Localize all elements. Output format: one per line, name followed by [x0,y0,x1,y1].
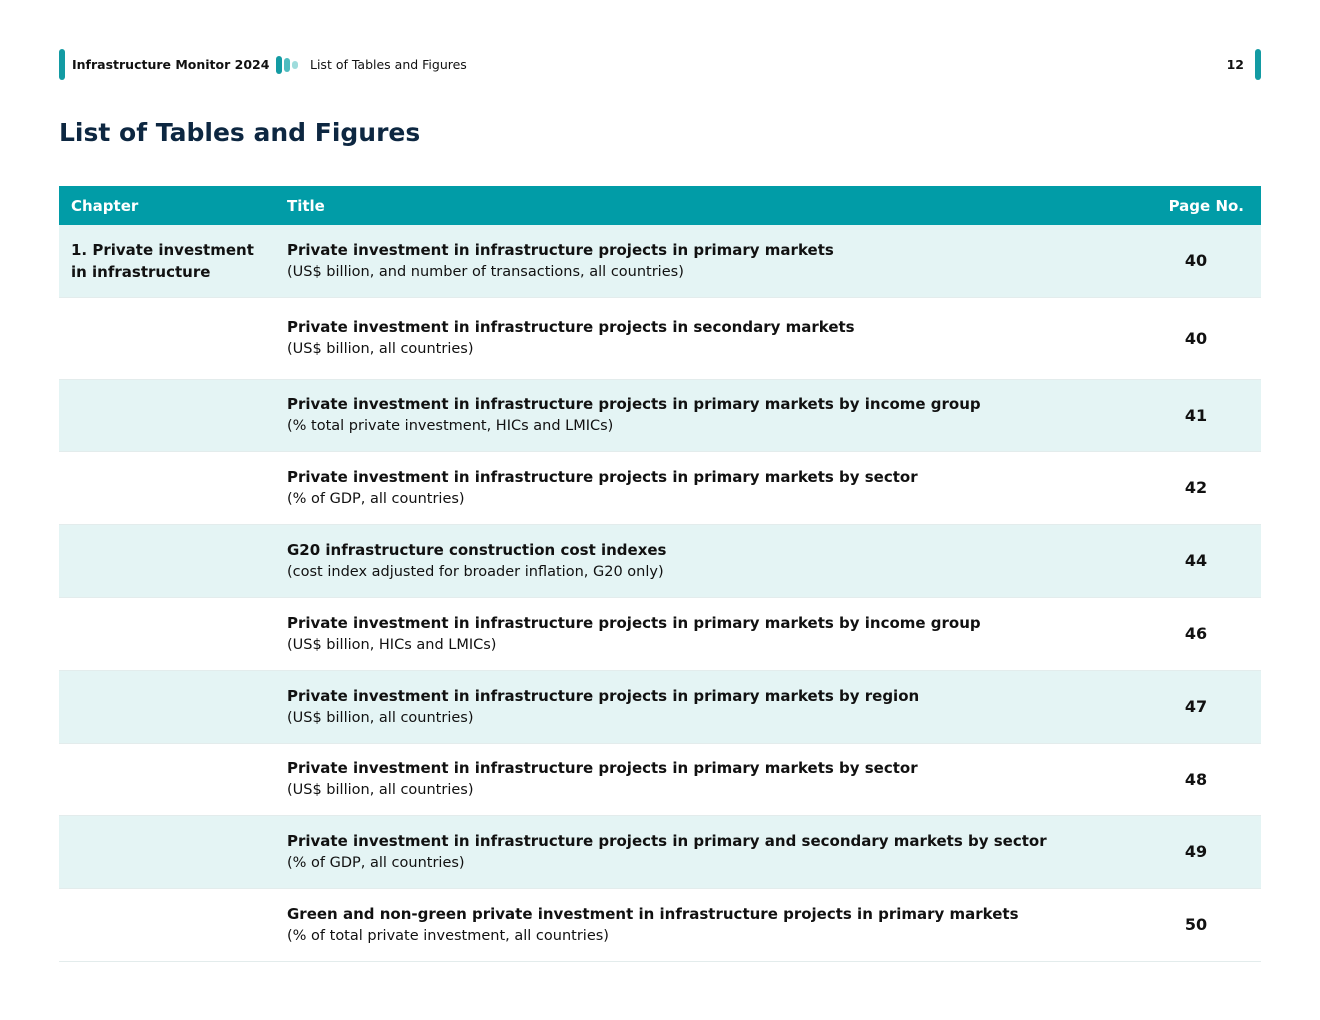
section-label: List of Tables and Figures [310,57,467,72]
page-number-cell: 50 [1131,888,1261,961]
chapter-cell [59,451,275,524]
table-row [59,225,1261,297]
figure-subtitle: (US$ billion, all countries) [287,341,474,357]
column-header-chapter: Chapter [59,186,275,225]
page-title: List of Tables and Figures [59,118,421,147]
page-number-cell: 40 [1131,297,1261,379]
table-row [59,379,1261,451]
figure-title: Private investment in infrastructure projects in primary markets by income group [287,613,981,632]
table-row [59,297,1261,379]
page-number-cell: 48 [1131,743,1261,815]
title-cell [275,225,1131,297]
table-row [59,743,1261,815]
chapter-cell [59,597,275,670]
chapter-cell [59,743,275,815]
chapter-cell: 1. Private investment in infrastructure [59,225,275,297]
figure-subtitle: (% total private investment, HICs and LMICs) [287,418,614,434]
page-number-cell: 41 [1131,379,1261,451]
title-cell [275,743,1131,815]
figure-title: Private investment in infrastructure projects in primary markets [287,240,834,259]
table-row [59,815,1261,888]
page-header [59,49,1261,81]
section-marker-icon [276,55,302,75]
chapter-cell [59,815,275,888]
chapter-cell [59,297,275,379]
figure-subtitle: (cost index adjusted for broader inflation, G20 only) [287,563,664,580]
page-number-cell: 47 [1131,670,1261,743]
page-number-cell: 44 [1131,524,1261,597]
title-cell [275,670,1131,743]
left-accent-bar [59,49,65,80]
page-number-cell: 40 [1131,225,1261,297]
figure-subtitle: (% of GDP, all countries) [287,854,465,871]
title-cell [275,597,1131,670]
figure-subtitle: (US$ billion, all countries) [287,709,474,726]
chapter-cell [59,888,275,961]
chapter-cell [59,379,275,451]
page-number-cell: 49 [1131,815,1261,888]
figure-subtitle: (% of total private investment, all countries) [287,927,609,944]
page-number-cell: 42 [1131,451,1261,524]
title-cell [275,451,1131,524]
chapter-cell [59,524,275,597]
report-title: Infrastructure Monitor 2024 [72,57,270,72]
table-row [59,888,1261,961]
figure-title: Private investment in infrastructure projects in primary markets by income group [287,395,981,413]
chapter-cell [59,670,275,743]
figure-title: Private investment in infrastructure projects in primary markets by sector [287,759,918,777]
title-cell [275,379,1131,451]
figure-subtitle: (US$ billion, HICs and LMICs) [287,636,497,653]
column-header-title: Title [275,186,1131,225]
tables-figures-table [59,186,1261,962]
right-accent-bar [1255,49,1261,80]
figure-title: Private investment in infrastructure projects in primary markets by region [287,686,920,705]
table-row [59,597,1261,670]
page-number: 12 [1226,57,1244,72]
figure-subtitle: (% of GDP, all countries) [287,490,465,507]
table-row [59,451,1261,524]
title-cell [275,888,1131,961]
figure-title: Private investment in infrastructure projects in primary and secondary markets by sector [287,831,1047,850]
figure-title: Private investment in infrastructure projects in secondary markets [287,318,855,336]
title-cell [275,297,1131,379]
figure-title: Private investment in infrastructure projects in primary markets by sector [287,467,918,486]
figure-subtitle: (US$ billion, and number of transactions, all countries) [287,263,684,280]
title-cell [275,815,1131,888]
table-row [59,670,1261,743]
title-cell [275,524,1131,597]
column-header-page: Page No. [1131,186,1261,225]
table-header-row [59,186,1261,225]
page-number-cell: 46 [1131,597,1261,670]
figure-title: Green and non-green private investment in infrastructure projects in primary markets [287,904,1019,923]
table-row [59,524,1261,597]
figure-title: G20 infrastructure construction cost indexes [287,540,667,559]
figure-subtitle: (US$ billion, all countries) [287,782,474,798]
